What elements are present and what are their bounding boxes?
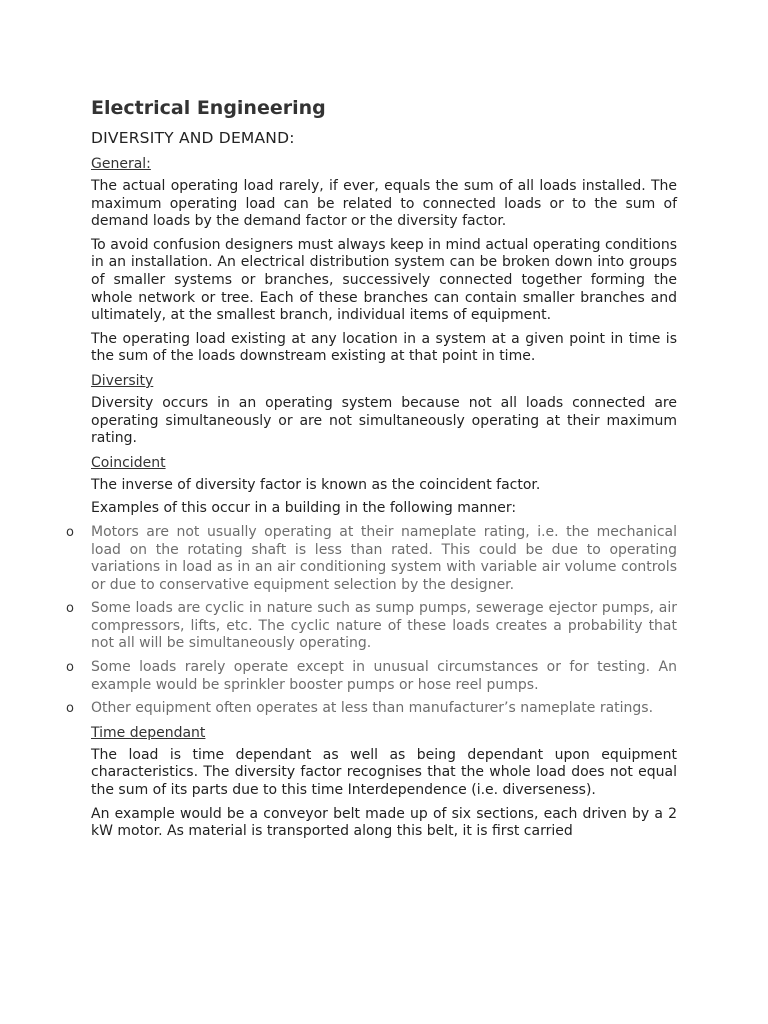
general-paragraph: The actual operating load rarely, if ever, equals the sum of all loads installed. The maximum operating load can be related to connected loads or to the sum of demand loads by the demand factor or the diversity factor. — [91, 178, 677, 230]
bullet-circle-icon: o — [66, 660, 74, 676]
coincident-heading: Coincident — [91, 454, 166, 471]
general-paragraph: The operating load existing at any location in a system at a given point in time is the sum of the loads downstream existing at that point in time. — [91, 330, 677, 365]
list-item-text: Other equipment often operates at less than manufacturer’s nameplate ratings. — [91, 700, 654, 717]
list-item — [66, 659, 677, 694]
general-paragraph: To avoid confusion designers must always keep in mind actual operating conditions in an installation. An electrical distribution system can be broken down into groups of smaller systems or branches, successively connected together forming the whole network or tree. Each of these branches can contain smaller branches and ultimately, at the smallest branch, individual items of equipment. — [91, 236, 677, 324]
time-dependant-paragraph: The load is time dependant as well as being dependant upon equipment characteristics. The diversity factor recognises that the whole load does not equal the sum of its parts due to this time Interdependence (i.e. diverseness). — [91, 746, 677, 799]
general-heading: General: — [91, 156, 151, 172]
list-item — [66, 700, 677, 718]
bullet-circle-icon: o — [66, 701, 74, 717]
section-heading: DIVERSITY AND DEMAND: — [91, 129, 295, 147]
examples-list — [66, 523, 677, 718]
document-title: Electrical Engineering — [91, 97, 326, 119]
list-item-text: Some loads are cyclic in nature such as sump pumps, sewerage ejector pumps, air compressors, lifts, etc. The cyclic nature of these loads creates a probability that not all will be simultaneously operating. — [91, 600, 677, 652]
list-item — [66, 523, 677, 594]
bullet-circle-icon: o — [66, 524, 74, 540]
list-item-text: Some loads rarely operate except in unusual circumstances or for testing. An example would be sprinkler booster pumps or hose reel pumps. — [91, 659, 677, 693]
coincident-paragraph: Examples of this occur in a building in the following manner: — [91, 500, 517, 517]
bullet-circle-icon: o — [66, 601, 74, 617]
document-page — [66, 96, 677, 847]
time-dependant-heading: Time dependant — [91, 724, 206, 741]
time-dependant-paragraph: An example would be a conveyor belt made up of six sections, each driven by a 2 kW motor. As material is transported along this belt, it is first carried — [91, 805, 677, 840]
list-item — [66, 600, 677, 653]
diversity-paragraph: Diversity occurs in an operating system because not all loads connected are operating simultaneously or are not simultaneously operating at their maximum rating. — [91, 394, 677, 447]
coincident-paragraph: The inverse of diversity factor is known as the coincident factor. — [91, 476, 541, 493]
diversity-heading: Diversity — [91, 372, 154, 389]
list-item-text: Motors are not usually operating at their nameplate rating, i.e. the mechanical load on the rotating shaft is less than rated. This could be due to operating variations in load as in an air conditioning system with variable air volume controls or due to conservative equipment selection by the designer. — [91, 523, 677, 593]
